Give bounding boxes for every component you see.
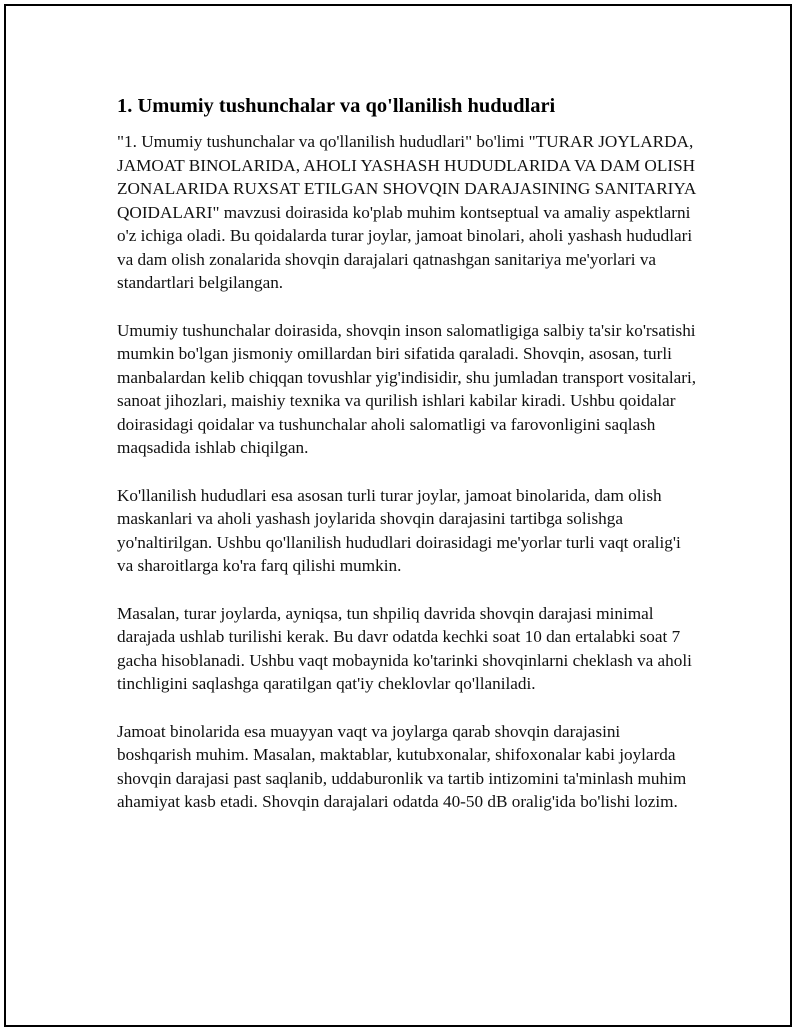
- section-heading: 1. Umumiy tushunchalar va qo'llanilish hududlari: [117, 95, 556, 117]
- paragraph-public-buildings: Jamoat binolarida esa muayyan vaqt va joylarga qarab shovqin darajasini boshqarish muhim. Masalan, maktablar, kutubxonalar, shifoxonalar kabi joylarda shovqin darajasi past saqlanib, uddaburonlik va tartib intizomini ta'minlash muhim ahamiyat kasb etadi. Shovqin darajalari odatda 40-50 dB oralig'ida bo'lishi lozim.: [117, 721, 687, 811]
- paragraph-application-areas: Ko'llanilish hududlari esa asosan turli turar joylar, jamoat binolarida, dam olish maskanlari va aholi yashash joylarida shovqin darajasini tartibga solishga yo'naltirilgan. Ushbu qo'llanilish hududlari doirasidagi me'yorlar turli vaqt oralig'i va sharoitlarga ko'ra farq qilishi mumkin.: [117, 485, 681, 575]
- document-body: [117, 94, 697, 838]
- paragraph-general-concepts: Umumiy tushunchalar doirasida, shovqin inson salomatligiga salbiy ta'sir ko'rsatishi mumkin bo'lgan jismoniy omillardan biri sifatida qaraladi. Shovqin, asosan, turli manbalardan kelib chiqqan tovushlar yig'indisidir, shu jumladan transport vositalari, sanoat jihozlari, maishiy texnika va qurilish ishlari kabilar kiradi. Ushbu qoidalar doirasidagi qoidalar va tushunchalar aholi salomatligi va farovonligini saqlash maqsadida ishlab chiqilgan.: [117, 320, 697, 457]
- paragraph-intro: "1. Umumiy tushunchalar va qo'llanilish hududlari" bo'limi "TURAR JOYLARDA, JAMOAT BINOLARIDA, AHOLI YASHASH HUDUDLARIDA VA DAM OLISH ZONALARIDA RUXSAT ETILGAN SHOVQIN DARAJASINING SANITARIYA QOIDALARI" mavzusi doirasida ko'plab muhim kontseptual va amaliy aspektlarni o'z ichiga oladi. Bu qoidalarda turar joylar, jamoat binolari, aholi yashash hududlari va dam olish zonalarida shovqin darajalari qatnashgan sanitariya me'yorlari va standartlari belgilangan.: [117, 132, 696, 292]
- paragraph-residential-night: Masalan, turar joylarda, ayniqsa, tun shpiliq davrida shovqin darajasi minimal darajada ushlab turilishi kerak. Bu davr odatda kechki soat 10 dan ertalabki soat 7 gacha hisoblanadi. Ushbu vaqt mobaynida ko'tarinki shovqinlarni cheklash va aholi tinchligini saqlashga qaratilgan qat'iy cheklovlar qo'llaniladi.: [117, 603, 692, 693]
